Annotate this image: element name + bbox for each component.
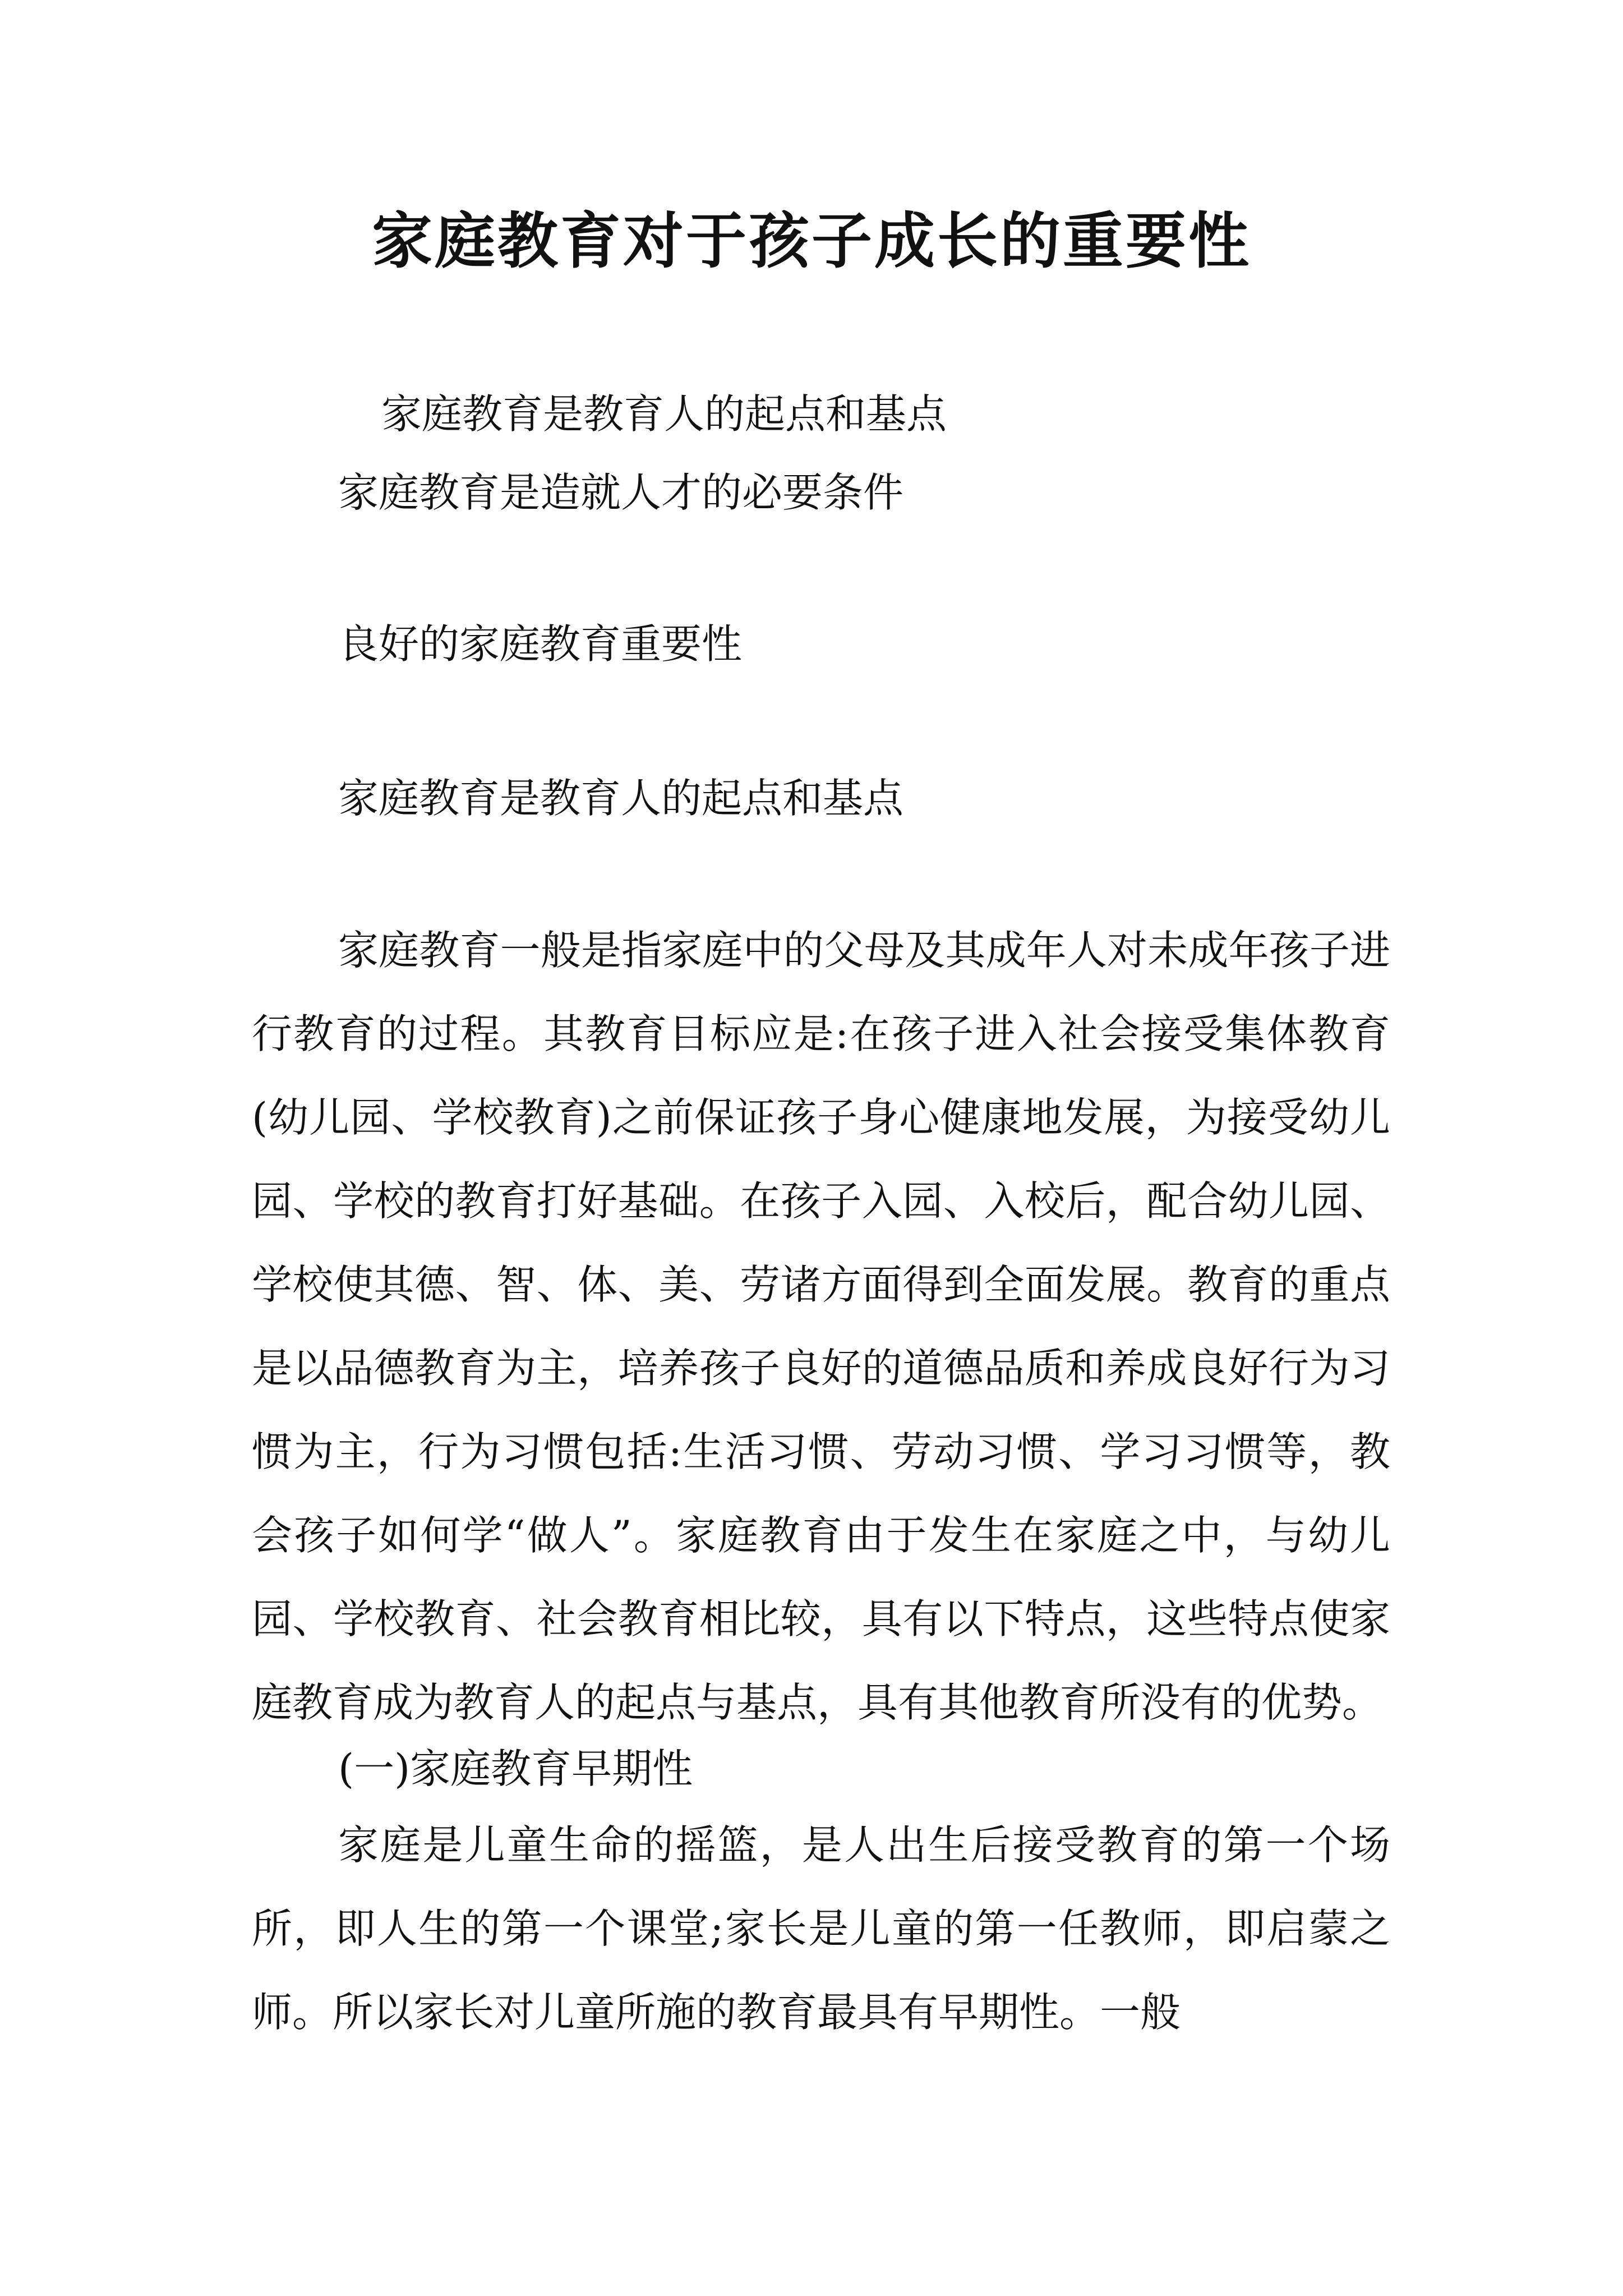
section-heading: 家庭教育是教育人的起点和基点 <box>338 775 904 822</box>
subsection-heading: (一)家庭教育早期性 <box>338 1745 693 1792</box>
body-paragraph: 家庭教育一般是指家庭中的父母及其成年人对未成年孩子进行教育的过程。其教育目标应是:在孩子进入社会接受集体教育(幼儿园、学校教育)之前保证孩子身心健康地发展，为接受幼儿园、学校的教育打好基础。在孩子入园、入校后，配合幼儿园、学校使其德、智、体、美、劳诸方面得到全面发展。教育的重点是以品德教育为主，培养孩子良好的道德品质和养成良好行为习惯为主，行为习惯包括:生活习惯、劳动习惯、学习习惯等，教会孩子如何学“做人”。家庭教育由于发生在家庭之中，与幼儿园、学校教育、社会教育相比较，具有以下特点，这些特点使家庭教育成为教育人的起点与基点，具有其他教育所没有的优势。 <box>252 927 1390 1726</box>
body-paragraph: 家庭是儿童生命的摇篮，是人出生后接受教育的第一个场所，即人生的第一个课堂;家长是儿童的第一任教师，即启蒙之师。所以家长对儿童所施的教育最具有早期性。一般 <box>252 1821 1390 2036</box>
page-title: 家庭教育对于孩子成长的重要性 <box>371 206 1251 277</box>
outline-item-talent-condition: 家庭教育是造就人才的必要条件 <box>338 469 904 516</box>
outline-item-starting-point: 家庭教育是教育人的起点和基点 <box>381 390 947 438</box>
outline-item-importance: 良好的家庭教育重要性 <box>338 620 743 668</box>
